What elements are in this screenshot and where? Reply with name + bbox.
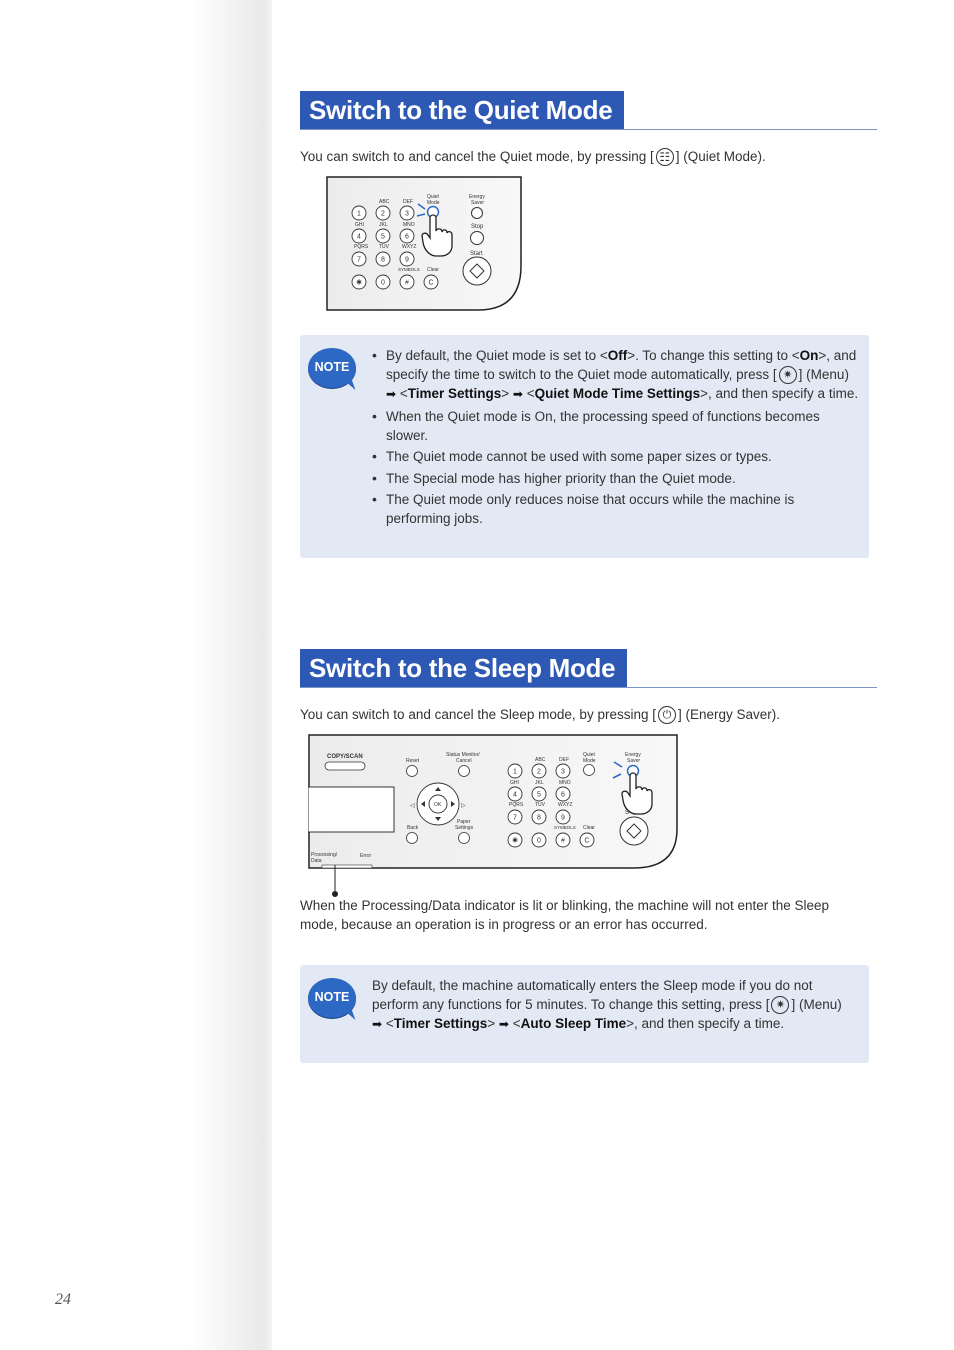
volume-down-icon: ◁ <box>410 803 415 809</box>
volume-up-icon: ▷ <box>461 803 466 809</box>
arrow-right-icon: ➡ <box>498 1017 509 1031</box>
key-label-wxyz: WXYZ <box>558 802 573 808</box>
note-badge-label: NOTE <box>314 360 350 374</box>
menu-icon <box>771 996 789 1014</box>
key-label: # <box>561 837 565 845</box>
paper-settings-label-1: Paper <box>457 819 471 825</box>
clear-key-label: C <box>584 837 590 845</box>
key-label: 3 <box>561 768 565 776</box>
sleep-mode-intro <box>300 705 780 724</box>
status-monitor-button[interactable] <box>459 766 470 777</box>
key-label: 6 <box>405 233 409 241</box>
list-item: • When the Quiet mode is On, the processing speed of functions becomes slower. <box>372 407 860 445</box>
quiet-note-list <box>372 346 860 528</box>
key-label: 5 <box>381 233 385 241</box>
key-label: 1 <box>357 210 361 218</box>
note-badge-icon <box>308 348 356 388</box>
key-label: 9 <box>561 814 565 822</box>
key-label-mno: MNO <box>403 222 415 228</box>
key-label: 7 <box>357 256 361 264</box>
quiet-mode-icon <box>656 148 674 166</box>
key-label: 4 <box>357 233 361 241</box>
arrow-right-icon: ➡ <box>512 387 523 401</box>
key-label-ghi: GHI <box>355 222 364 228</box>
key-label-clear: Clear <box>583 825 595 831</box>
key-label: 8 <box>537 814 541 822</box>
quiet-label-2: Mode <box>583 758 596 764</box>
key-label-symbols: SYMBOLS <box>554 825 576 830</box>
key-label: 4 <box>513 791 517 799</box>
status-monitor-label-2: Cancel <box>456 758 472 764</box>
quiet-label-2: Mode <box>427 200 440 206</box>
energy-saver-icon <box>658 706 676 724</box>
quiet-mode-heading <box>300 91 877 130</box>
note-badge-label: NOTE <box>314 990 350 1004</box>
energy-label-2: Saver <box>471 200 485 206</box>
key-label: 5 <box>537 791 541 799</box>
paper-settings-label-2: Settings <box>455 825 474 831</box>
quiet-label-1: Quiet <box>427 194 439 200</box>
key-label: 8 <box>381 256 385 264</box>
start-label: Start <box>470 251 483 257</box>
energy-label-2: Saver <box>627 758 641 764</box>
key-label-clear: Clear <box>427 267 439 273</box>
reset-label: Reset <box>406 758 420 764</box>
key-label-pqrs: PQRS <box>354 244 369 250</box>
key-label-tuv: TUV <box>535 802 545 808</box>
list-item: • By default, the Quiet mode is set to <Off>. To change this setting to <On>, and specify the time to switch to the Quiet mode automatically, press [✷ ] (Menu) ➡ <Timer Settings> ➡ <Quiet Mode Time Settings>, and then specify a time. <box>372 346 860 404</box>
quiet-intro-text-1: You can switch to and cancel the Quiet mode, by pressing [ <box>300 149 654 164</box>
menu-icon <box>779 366 797 384</box>
key-label-wxyz: WXYZ <box>402 244 417 250</box>
sleep-mode-heading <box>300 649 877 688</box>
start-button[interactable] <box>620 817 648 845</box>
key-label: 2 <box>381 210 385 218</box>
display-screen <box>308 787 394 832</box>
list-item: • The Special mode has higher priority than the Quiet mode. <box>372 469 860 488</box>
key-label: 6 <box>561 791 565 799</box>
key-label-ghi: GHI <box>510 780 519 786</box>
quiet-mode-intro <box>300 147 766 166</box>
sleep-note-text: By default, the machine automatically enters the Sleep mode if you do not perform any functions for 5 minutes. To change this setting, press [✷ ] (Menu) ➡ <Timer Settings> ➡ <Auto Sleep Time>, and then specify a time. <box>372 976 846 1034</box>
processing-data-indicator <box>322 865 372 868</box>
note-badge-icon <box>308 978 356 1018</box>
quiet-intro-text-2: ] (Quiet Mode). <box>675 149 766 164</box>
side-shadow <box>0 0 272 1350</box>
processing-label-2: Data <box>311 858 322 864</box>
paper-settings-button[interactable] <box>459 833 470 844</box>
start-button[interactable] <box>463 257 491 285</box>
processing-label-1: Processing/ <box>311 852 338 858</box>
sleep-intro-text-2: ] (Energy Saver). <box>677 707 781 722</box>
copy-scan-label: COPY/SCAN <box>327 754 363 760</box>
quiet-button[interactable] <box>584 765 595 776</box>
key-label: 9 <box>405 256 409 264</box>
key-label: ✱ <box>512 837 518 845</box>
key-label-symbols: SYMBOLS <box>398 267 420 272</box>
quiet-mode-title: Switch to the Quiet Mode <box>300 91 624 129</box>
key-label: ✱ <box>356 279 362 287</box>
key-label-tuv: TUV <box>379 244 389 250</box>
quiet-mode-note <box>300 335 869 558</box>
sleep-indicator-text: When the Processing/Data indicator is lit or blinking, the machine will not enter the Sleep mode, because an operation is in progress or an error has occurred. <box>300 898 830 932</box>
ok-label: OK <box>434 802 442 808</box>
sleep-mode-title: Switch to the Sleep Mode <box>300 649 627 687</box>
back-button[interactable] <box>407 833 418 844</box>
key-label-pqrs: PQRS <box>509 802 524 808</box>
arrow-right-icon: ➡ <box>386 387 397 401</box>
energy-label-1: Energy <box>469 194 485 200</box>
key-label: 0 <box>381 279 385 287</box>
copy-scan-button[interactable] <box>325 762 365 770</box>
key-label-def: DEF <box>403 199 413 205</box>
stop-label: Stop <box>471 224 484 230</box>
key-label: 7 <box>513 814 517 822</box>
energy-label-1: Energy <box>625 752 641 758</box>
list-item: • The Quiet mode cannot be used with some paper sizes or types. <box>372 447 860 466</box>
energy-saver-button[interactable] <box>472 208 483 219</box>
sleep-mode-note <box>300 965 869 1063</box>
key-label-def: DEF <box>559 757 569 763</box>
back-label: Back <box>407 825 419 831</box>
key-label: # <box>405 279 409 287</box>
reset-button[interactable] <box>407 766 418 777</box>
error-label: Error <box>360 853 372 859</box>
key-label: 2 <box>537 768 541 776</box>
quiet-label-1: Quiet <box>583 752 595 758</box>
key-label-abc: ABC <box>379 199 390 205</box>
sleep-mode-panel-illustration <box>308 734 680 900</box>
key-label-abc: ABC <box>535 757 546 763</box>
key-label-mno: MNO <box>559 780 571 786</box>
stop-label: S <box>625 810 630 816</box>
stop-button[interactable] <box>471 232 484 245</box>
key-label-jkl: JKL <box>535 780 544 786</box>
clear-key-label: C <box>428 279 434 287</box>
key-label: 0 <box>537 837 541 845</box>
sleep-intro-text-1: You can switch to and cancel the Sleep mode, by pressing [ <box>300 707 656 722</box>
list-item: • The Quiet mode only reduces noise that occurs while the machine is performing jobs. <box>372 490 860 528</box>
key-label: 1 <box>513 768 517 776</box>
key-label-jkl: JKL <box>379 222 388 228</box>
key-label: 3 <box>405 210 409 218</box>
page-number: 24 <box>55 1291 71 1308</box>
arrow-right-icon: ➡ <box>372 1017 383 1031</box>
quiet-mode-panel-illustration <box>326 176 524 313</box>
status-monitor-label-1: Status Monitor/ <box>446 752 480 758</box>
